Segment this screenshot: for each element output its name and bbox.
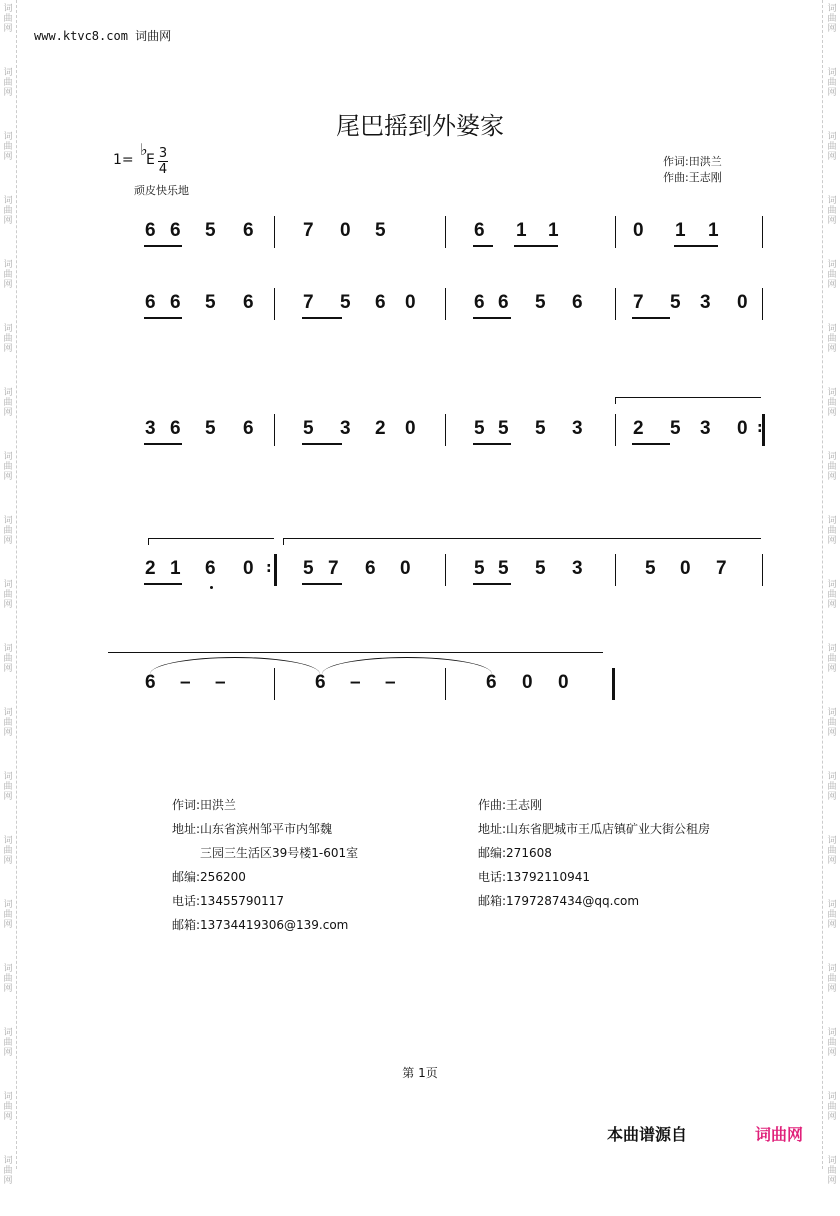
info-right-line: 地址:山东省肥城市王瓜店镇矿业大街公租房 — [478, 822, 711, 836]
repeat-dots: : — [266, 560, 272, 576]
note: 5 — [303, 418, 314, 439]
note: 5 — [535, 292, 546, 313]
note: 5 — [474, 418, 485, 439]
third-ending — [283, 538, 761, 545]
barline — [274, 216, 275, 248]
barline — [762, 216, 763, 248]
note: 3 — [340, 418, 351, 439]
note: 5 — [535, 558, 546, 579]
note: 1 — [708, 220, 719, 241]
info-left-line: 电话:13455790117 — [172, 894, 285, 908]
eighth-underline — [302, 583, 342, 585]
note: 5 — [205, 220, 216, 241]
note: 6 — [474, 220, 485, 241]
note: 5 — [303, 558, 314, 579]
eighth-underline — [674, 245, 718, 247]
note: 3 — [572, 558, 583, 579]
note: 1 — [516, 220, 527, 241]
note: 0 — [680, 558, 691, 579]
song-title: 尾巴摇到外婆家 — [336, 112, 504, 140]
note: 0 — [522, 672, 533, 693]
note: 6 — [243, 292, 254, 313]
eighth-underline — [144, 443, 182, 445]
eighth-underline — [473, 245, 493, 247]
barline — [615, 414, 616, 446]
barline — [615, 554, 616, 586]
note: 2 — [375, 418, 386, 439]
barline — [274, 414, 275, 446]
note: 6 — [572, 292, 583, 313]
note: 0 — [340, 220, 351, 241]
key-prefix: 1= — [113, 152, 134, 168]
time-top: 3 — [158, 146, 168, 161]
composer-credit: 作曲:王志刚 — [663, 171, 722, 184]
note: 6 — [145, 672, 156, 693]
note: 0 — [558, 672, 569, 693]
note: 5 — [670, 418, 681, 439]
note: 6 — [474, 292, 485, 313]
note: 0 — [405, 418, 416, 439]
first-ending — [615, 397, 761, 404]
eighth-underline — [144, 245, 182, 247]
note: 6 — [205, 558, 216, 579]
info-left-line: 邮编:256200 — [172, 870, 246, 884]
eighth-underline — [632, 317, 670, 319]
page-number: 第 1页 — [402, 1066, 438, 1080]
eighth-underline — [473, 317, 511, 319]
barline — [274, 288, 275, 320]
note: 0 — [737, 292, 748, 313]
barline — [615, 216, 616, 248]
note: 6 — [170, 292, 181, 313]
note: 5 — [375, 220, 386, 241]
note: 5 — [474, 558, 485, 579]
time-bottom: 4 — [158, 162, 168, 177]
lyricist-credit: 作词:田洪兰 — [663, 155, 722, 168]
note: 6 — [486, 672, 497, 693]
repeat-dots: : — [757, 420, 763, 436]
right-border-line — [822, 0, 823, 1169]
flat-sign: ♭ — [140, 140, 148, 159]
footer-brand: 词曲网 — [755, 1125, 804, 1144]
info-right-line: 电话:13792110941 — [478, 870, 591, 884]
footer-source: 本曲谱源自 — [607, 1125, 688, 1144]
eighth-underline — [302, 317, 342, 319]
eighth-underline — [632, 443, 670, 445]
eighth-underline — [302, 443, 342, 445]
barline — [274, 554, 277, 586]
note: 6 — [243, 418, 254, 439]
note: 5 — [535, 418, 546, 439]
note: 6 — [375, 292, 386, 313]
eighth-underline — [144, 583, 182, 585]
info-right-line: 邮箱:1797287434@qq.com — [478, 894, 640, 908]
time-signature — [158, 146, 168, 177]
left-watermark-strip: 词 曲 网 词 曲 网 词 曲 网 词 曲 网 词 曲 网 词 曲 网 词 曲 网 词 曲 网 词 曲 网 词 曲 网 词 曲 网 词 曲 网 词 曲 网 词 曲 网 词 曲 网 词 曲 网 词 曲 网 词 曲 网 词 曲 网 — [3, 4, 13, 1186]
note: 5 — [205, 418, 216, 439]
barline — [762, 288, 763, 320]
note: 5 — [340, 292, 351, 313]
eighth-underline — [144, 317, 182, 319]
note: 6 — [498, 292, 509, 313]
note: 7 — [328, 558, 339, 579]
note: 3 — [700, 418, 711, 439]
note: 1 — [170, 558, 181, 579]
info-left-line: 地址:山东省滨州邹平市内邹魏 — [172, 822, 333, 836]
note: 5 — [498, 558, 509, 579]
note: 6 — [170, 220, 181, 241]
note: 0 — [400, 558, 411, 579]
note: – — [385, 672, 396, 693]
note: – — [350, 672, 361, 693]
barline — [445, 288, 446, 320]
note: 3 — [572, 418, 583, 439]
info-right-line: 作曲:王志刚 — [478, 798, 543, 812]
note: 0 — [243, 558, 254, 579]
note: 5 — [645, 558, 656, 579]
low-dot — [210, 586, 213, 589]
note: 6 — [365, 558, 376, 579]
barline — [445, 554, 446, 586]
note: 1 — [675, 220, 686, 241]
note: 0 — [633, 220, 644, 241]
barline — [274, 668, 275, 700]
barline — [615, 288, 616, 320]
note: 0 — [405, 292, 416, 313]
note: – — [215, 672, 226, 693]
note: 6 — [145, 220, 156, 241]
note: 5 — [205, 292, 216, 313]
note: 1 — [548, 220, 559, 241]
note: 2 — [633, 418, 644, 439]
barline — [445, 668, 446, 700]
note: 6 — [315, 672, 326, 693]
info-left-line: 邮箱:13734419306@139.com — [172, 918, 349, 932]
note: 7 — [303, 292, 314, 313]
note: 3 — [700, 292, 711, 313]
left-border-line — [16, 0, 17, 1169]
note: 7 — [633, 292, 644, 313]
info-left-line: 三园三生活区39号楼1-601室 — [200, 846, 359, 860]
final-barline — [612, 668, 615, 700]
tie — [322, 657, 492, 674]
site-label: www.ktvc8.com 词曲网 — [34, 29, 172, 43]
tempo-marking: 顽皮快乐地 — [134, 184, 189, 197]
second-ending — [148, 538, 274, 545]
info-right-line: 邮编:271608 — [478, 846, 552, 860]
note: 0 — [737, 418, 748, 439]
barline — [762, 554, 763, 586]
phrase-line — [108, 652, 603, 653]
note: 6 — [170, 418, 181, 439]
barline — [445, 216, 446, 248]
note: – — [180, 672, 191, 693]
eighth-underline — [514, 245, 558, 247]
note: 3 — [145, 418, 156, 439]
eighth-underline — [473, 443, 511, 445]
eighth-underline — [473, 583, 511, 585]
note: 5 — [498, 418, 509, 439]
right-watermark-strip: 词 曲 网 词 曲 网 词 曲 网 词 曲 网 词 曲 网 词 曲 网 词 曲 网 词 曲 网 词 曲 网 词 曲 网 词 曲 网 词 曲 网 词 曲 网 词 曲 网 词 曲 网 词 曲 网 词 曲 网 词 曲 网 词 曲 网 — [827, 4, 837, 1186]
barline — [445, 414, 446, 446]
note: 7 — [303, 220, 314, 241]
key-letter: E — [146, 152, 155, 168]
tie — [150, 657, 320, 674]
note: 5 — [670, 292, 681, 313]
note: 2 — [145, 558, 156, 579]
info-left-line: 作词:田洪兰 — [172, 798, 237, 812]
note: 7 — [716, 558, 727, 579]
note: 6 — [145, 292, 156, 313]
note: 6 — [243, 220, 254, 241]
